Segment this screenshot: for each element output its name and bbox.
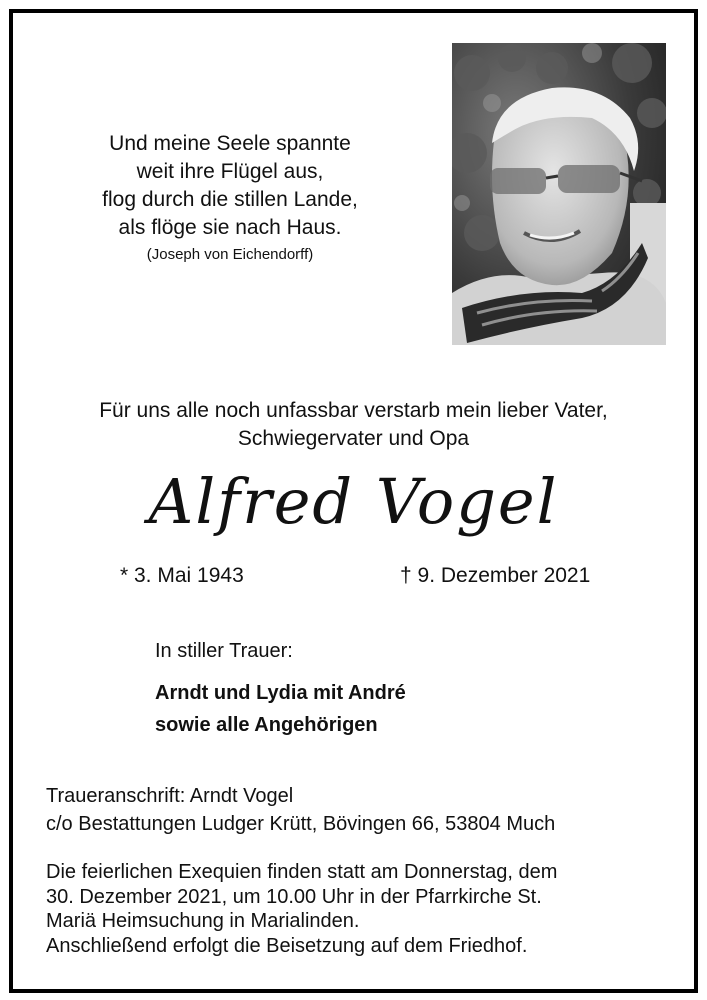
service-line: Anschließend erfolgt die Beisetzung auf dem Friedhof. <box>46 934 528 957</box>
mourning-address <box>46 782 555 838</box>
service-line: 30. Dezember 2021, um 10.00 Uhr in der Pfarrkirche St. <box>46 885 542 908</box>
service-line: Mariä Heimsuchung in Marialinden. <box>46 910 360 932</box>
address-line: c/o Bestattungen Ludger Krütt, Bövingen 66, 53804 Much <box>46 813 556 835</box>
deceased-name: Alfred Vogel <box>148 465 559 538</box>
intro-text <box>30 397 677 453</box>
portrait-photo-icon <box>452 43 666 345</box>
poem <box>60 130 400 266</box>
address-line: Traueranschrift: Arndt Vogel <box>46 785 294 807</box>
poem-author: (Joseph von Eichendorff) <box>146 246 314 263</box>
poem-line: als flöge sie nach Haus. <box>118 216 342 239</box>
poem-line: Und meine Seele spannte <box>109 132 351 155</box>
intro-line: Für uns alle noch unfassbar verstarb mein lieber Vater, <box>99 399 608 422</box>
mourners-list <box>155 677 406 741</box>
poem-line: weit ihre Flügel aus, <box>136 160 324 183</box>
mourners-line: Arndt und Lydia mit André <box>155 682 406 704</box>
intro-line: Schwiegervater und Opa <box>237 427 470 450</box>
portrait-photo <box>452 43 666 345</box>
funeral-service-info <box>46 860 670 958</box>
service-line: Die feierlichen Exequien finden statt am Donnerstag, dem <box>46 861 558 883</box>
death-date: † 9. Dezember 2021 <box>400 564 591 587</box>
birth-date: * 3. Mai 1943 <box>120 564 244 587</box>
poem-line: flog durch die stillen Lande, <box>102 188 358 211</box>
mourners-line: sowie alle Angehörigen <box>155 714 378 736</box>
mourning-heading: In stiller Trauer: <box>155 640 293 662</box>
